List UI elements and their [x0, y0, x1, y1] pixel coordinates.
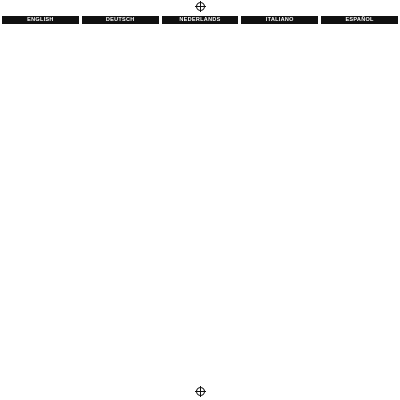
column-english	[2, 16, 79, 382]
column-espanol	[321, 16, 398, 382]
manual-page	[2, 16, 398, 382]
column-italiano	[241, 16, 318, 382]
language-header: DEUTSCH	[82, 16, 159, 24]
registration-mark-top	[196, 2, 205, 11]
language-header: NEDERLANDS	[162, 16, 239, 24]
column-nederlands	[162, 16, 239, 382]
language-header: ENGLISH	[2, 16, 79, 24]
column-text	[2, 24, 79, 382]
column-text	[82, 24, 159, 382]
registration-mark-bottom	[196, 387, 205, 396]
language-header: ESPAÑOL	[321, 16, 398, 24]
column-deutsch	[82, 16, 159, 382]
column-text	[162, 24, 239, 382]
column-text	[321, 24, 398, 382]
column-text	[241, 24, 318, 382]
language-header: ITALIANO	[241, 16, 318, 24]
